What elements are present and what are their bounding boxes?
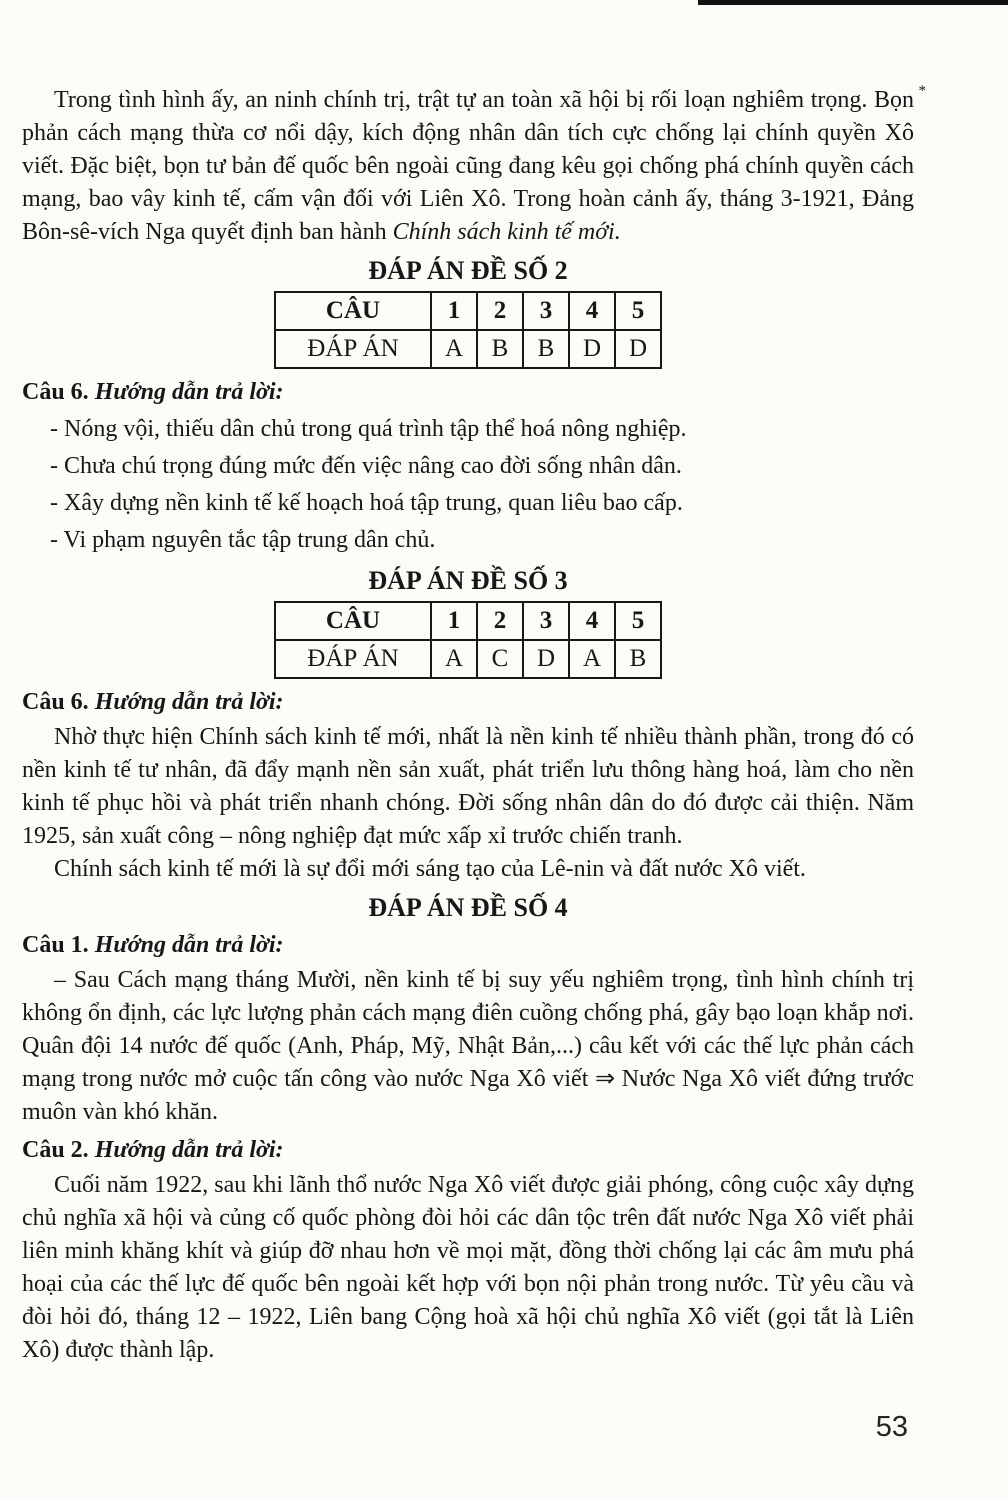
answer-key-4-heading: ĐÁP ÁN ĐỀ SỐ 4 — [368, 893, 568, 922]
answer-key-2-heading: ĐÁP ÁN ĐỀ SỐ 2 — [368, 256, 568, 285]
table-col-5: 5 — [615, 602, 661, 640]
answer-table-de-so-2 — [274, 291, 662, 369]
question-label: Câu 1. — [22, 932, 89, 958]
answer-5: D — [615, 330, 661, 368]
table-col-1: 1 — [431, 292, 477, 330]
question-title: Hướng dẫn trả lời: — [94, 379, 284, 405]
bullet-item: - Nóng vội, thiếu dân chủ trong quá trình tập thể hoá nông nghiệp. — [50, 416, 687, 442]
answer-paragraph: – Sau Cách mạng tháng Mười, nền kinh tế bị suy yếu nghiêm trọng, tình hình chính trị không ổn định, các lực lượng phản cách mạng điên cuồng chống phá, gây bạo loạn khắp nơi. Quân đội 14 nước đế quốc (Anh, Pháp, Mỹ, Nhật Bản,...) câu kết với các thế lực phản cách mạng trong nước mở cuộc tấn công vào nước Nga Xô viết ⇒ Nước Nga Xô viết đứng trước muôn vàn khó khăn. — [22, 967, 914, 1125]
bullet-item: - Chưa chú trọng đúng mức đến việc nâng cao đời sống nhân dân. — [50, 453, 682, 479]
answer-2: B — [477, 330, 523, 368]
answer-paragraph: Nhờ thực hiện Chính sách kinh tế mới, nhất là nền kinh tế nhiều thành phần, trong đó có nền kinh tế tư nhân, đã đẩy mạnh nền sản xuất, phát triển lưu thông hàng hoá, làm cho nền kinh tế phục hồi và phát triển nhanh chóng. Đời sống nhân dân do đó được cải thiện. Năm 1925, sản xuất công – nông nghiệp đạt mức xấp xỉ trước chiến tranh. — [22, 724, 914, 849]
question-label: Câu 2. — [22, 1137, 89, 1163]
answer-5: B — [615, 640, 661, 678]
table-dap-an-label: ĐÁP ÁN — [275, 640, 431, 678]
table-col-4: 4 — [569, 602, 615, 640]
question-title: Hướng dẫn trả lời: — [94, 689, 284, 715]
question-6-heading-de-2 — [22, 375, 914, 409]
question-1-heading-de-4 — [22, 928, 914, 962]
intro-paragraph — [22, 84, 914, 249]
answer-paragraph: Chính sách kinh tế mới là sự đổi mới sáng tạo của Lê-nin và đất nước Xô viết. — [54, 856, 806, 882]
table-header-row — [275, 292, 661, 330]
table-answer-row — [275, 330, 661, 368]
answer-2: C — [477, 640, 523, 678]
answer-key-3-heading: ĐÁP ÁN ĐỀ SỐ 3 — [368, 566, 568, 595]
table-answer-row — [275, 640, 661, 678]
table-col-2: 2 — [477, 602, 523, 640]
question-6-heading-de-3 — [22, 685, 914, 719]
asterisk-mark: * — [918, 83, 926, 99]
question-2-heading-de-4 — [22, 1133, 914, 1167]
page-number: 53 — [875, 1411, 908, 1443]
table-col-5: 5 — [615, 292, 661, 330]
question-title: Hướng dẫn trả lời: — [94, 1137, 284, 1163]
answer-4: A — [569, 640, 615, 678]
answer-1: A — [431, 640, 477, 678]
answer-table-de-so-3 — [274, 601, 662, 679]
intro-italic-title: Chính sách kinh tế mới. — [392, 219, 621, 245]
answer-1: A — [431, 330, 477, 368]
answer-3: B — [523, 330, 569, 368]
table-col-1: 1 — [431, 602, 477, 640]
question-title: Hướng dẫn trả lời: — [94, 932, 284, 958]
intro-paragraph-wrap — [22, 83, 926, 249]
table-dap-an-label: ĐÁP ÁN — [275, 330, 431, 368]
table-header-row — [275, 602, 661, 640]
answer-paragraph: Cuối năm 1922, sau khi lãnh thổ nước Nga Xô viết được giải phóng, công cuộc xây dựng chủ nghĩa xã hội và củng cố quốc phòng đòi hỏi các dân tộc trên đất nước Nga Xô viết phải liên minh khăng khít và giúp đỡ nhau hơn về mọi mặt, đồng thời chống lại các âm mưu phá hoại của các thế lực đế quốc bên ngoài kết hợp với bọn nội phản trong nước. Từ yêu cầu và đòi hỏi đó, tháng 12 – 1922, Liên bang Cộng hoà xã hội chủ nghĩa Xô viết (gọi tắt là Liên Xô) được thành lập. — [22, 1172, 914, 1363]
question-label: Câu 6. — [22, 689, 89, 715]
table-col-2: 2 — [477, 292, 523, 330]
question-label: Câu 6. — [22, 379, 89, 405]
table-cau-label: CÂU — [275, 602, 431, 640]
answer-3: D — [523, 640, 569, 678]
answer-4: D — [569, 330, 615, 368]
scan-edge-artifact — [698, 0, 1008, 5]
bullet-item: - Xây dựng nền kinh tế kế hoạch hoá tập trung, quan liêu bao cấp. — [50, 490, 683, 516]
table-col-3: 3 — [523, 292, 569, 330]
bullet-item: - Vi phạm nguyên tắc tập trung dân chủ. — [50, 527, 436, 553]
table-cau-label: CÂU — [275, 292, 431, 330]
intro-text: Trong tình hình ấy, an ninh chính trị, trật tự an toàn xã hội bị rối loạn nghiêm trọng. Bọn phản cách mạng thừa cơ nổi dậy, kích động nhân dân tích cực chống lại chính quyền Xô viết. Đặc biệt, bọn tư bản đế quốc bên ngoài cũng đang kêu gọi chống phá chính quyền cách mạng, bao vây kinh tế, cấm vận đối với Liên Xô. Trong hoàn cảnh ấy, tháng 3-1921, Đảng Bôn-sê-vích Nga quyết định ban hành — [22, 87, 914, 245]
table-col-4: 4 — [569, 292, 615, 330]
book-page-content — [22, 83, 926, 1367]
table-col-3: 3 — [523, 602, 569, 640]
